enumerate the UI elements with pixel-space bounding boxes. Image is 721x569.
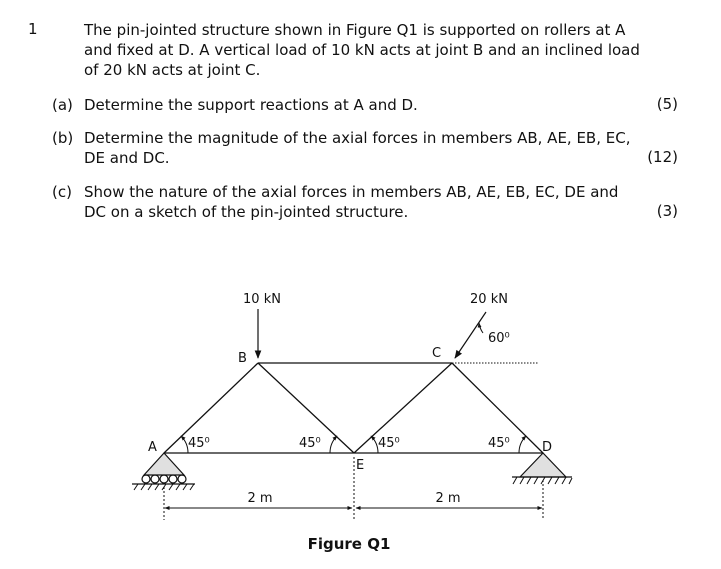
question-intro: The pin-jointed structure shown in Figure Q1 is supported on rollers at A and fixed at D. A vertical load of 10 kN acts at joint B and an inclined load of 20 kN acts at joint C.: [84, 21, 640, 79]
angle-arc-e-left: [330, 436, 337, 453]
joint-label-a: A: [148, 440, 157, 455]
angle-label-e-right: 45⁰: [378, 436, 400, 451]
load-label-b: 10 kN: [243, 292, 281, 307]
angle-arc-e-right: [371, 436, 378, 453]
angle-label-c: 60⁰: [488, 331, 510, 346]
angle-label-d: 45⁰: [488, 436, 510, 451]
joint-label-d: D: [542, 440, 553, 455]
pin-support-d: [512, 453, 572, 484]
dimension-lines: [164, 457, 543, 520]
angle-arc-d: [519, 436, 526, 453]
member-ab: [164, 363, 258, 453]
question-number: 1: [28, 20, 38, 38]
part-a-text: Determine the support reactions at A and D.: [84, 96, 418, 114]
part-c-text: Show the nature of the axial forces in members AB, AE, EB, EC, DE and DC on a sketch of the pin-jointed structure.: [84, 183, 619, 221]
roller-support-a: [132, 453, 195, 490]
part-c-marks: (3): [656, 202, 678, 220]
dimension-label-left: 2 m: [247, 491, 273, 506]
joint-label-c: C: [432, 346, 442, 361]
member-ec: [354, 363, 452, 453]
joint-label-b: B: [238, 351, 247, 366]
part-a-marks: (5): [656, 95, 678, 113]
load-label-c: 20 kN: [470, 292, 508, 307]
load-arrow-c: [455, 312, 486, 358]
angle-label-a: 45⁰: [188, 436, 210, 451]
part-b-text: Determine the magnitude of the axial forces in members AB, AE, EB, EC, DE and DC.: [84, 129, 631, 167]
part-c-label: (c): [52, 183, 72, 201]
angle-arc-a: [181, 436, 188, 453]
figure-caption: Figure Q1: [307, 535, 391, 553]
part-a-label: (a): [52, 96, 73, 114]
dimension-label-right: 2 m: [435, 491, 461, 506]
joint-label-e: E: [356, 458, 365, 473]
angle-label-e-left: 45⁰: [299, 436, 321, 451]
truss-members: [164, 363, 543, 453]
angle-arc-c: [479, 323, 483, 333]
part-b-marks: (12): [647, 148, 678, 166]
part-b-label: (b): [52, 129, 74, 147]
